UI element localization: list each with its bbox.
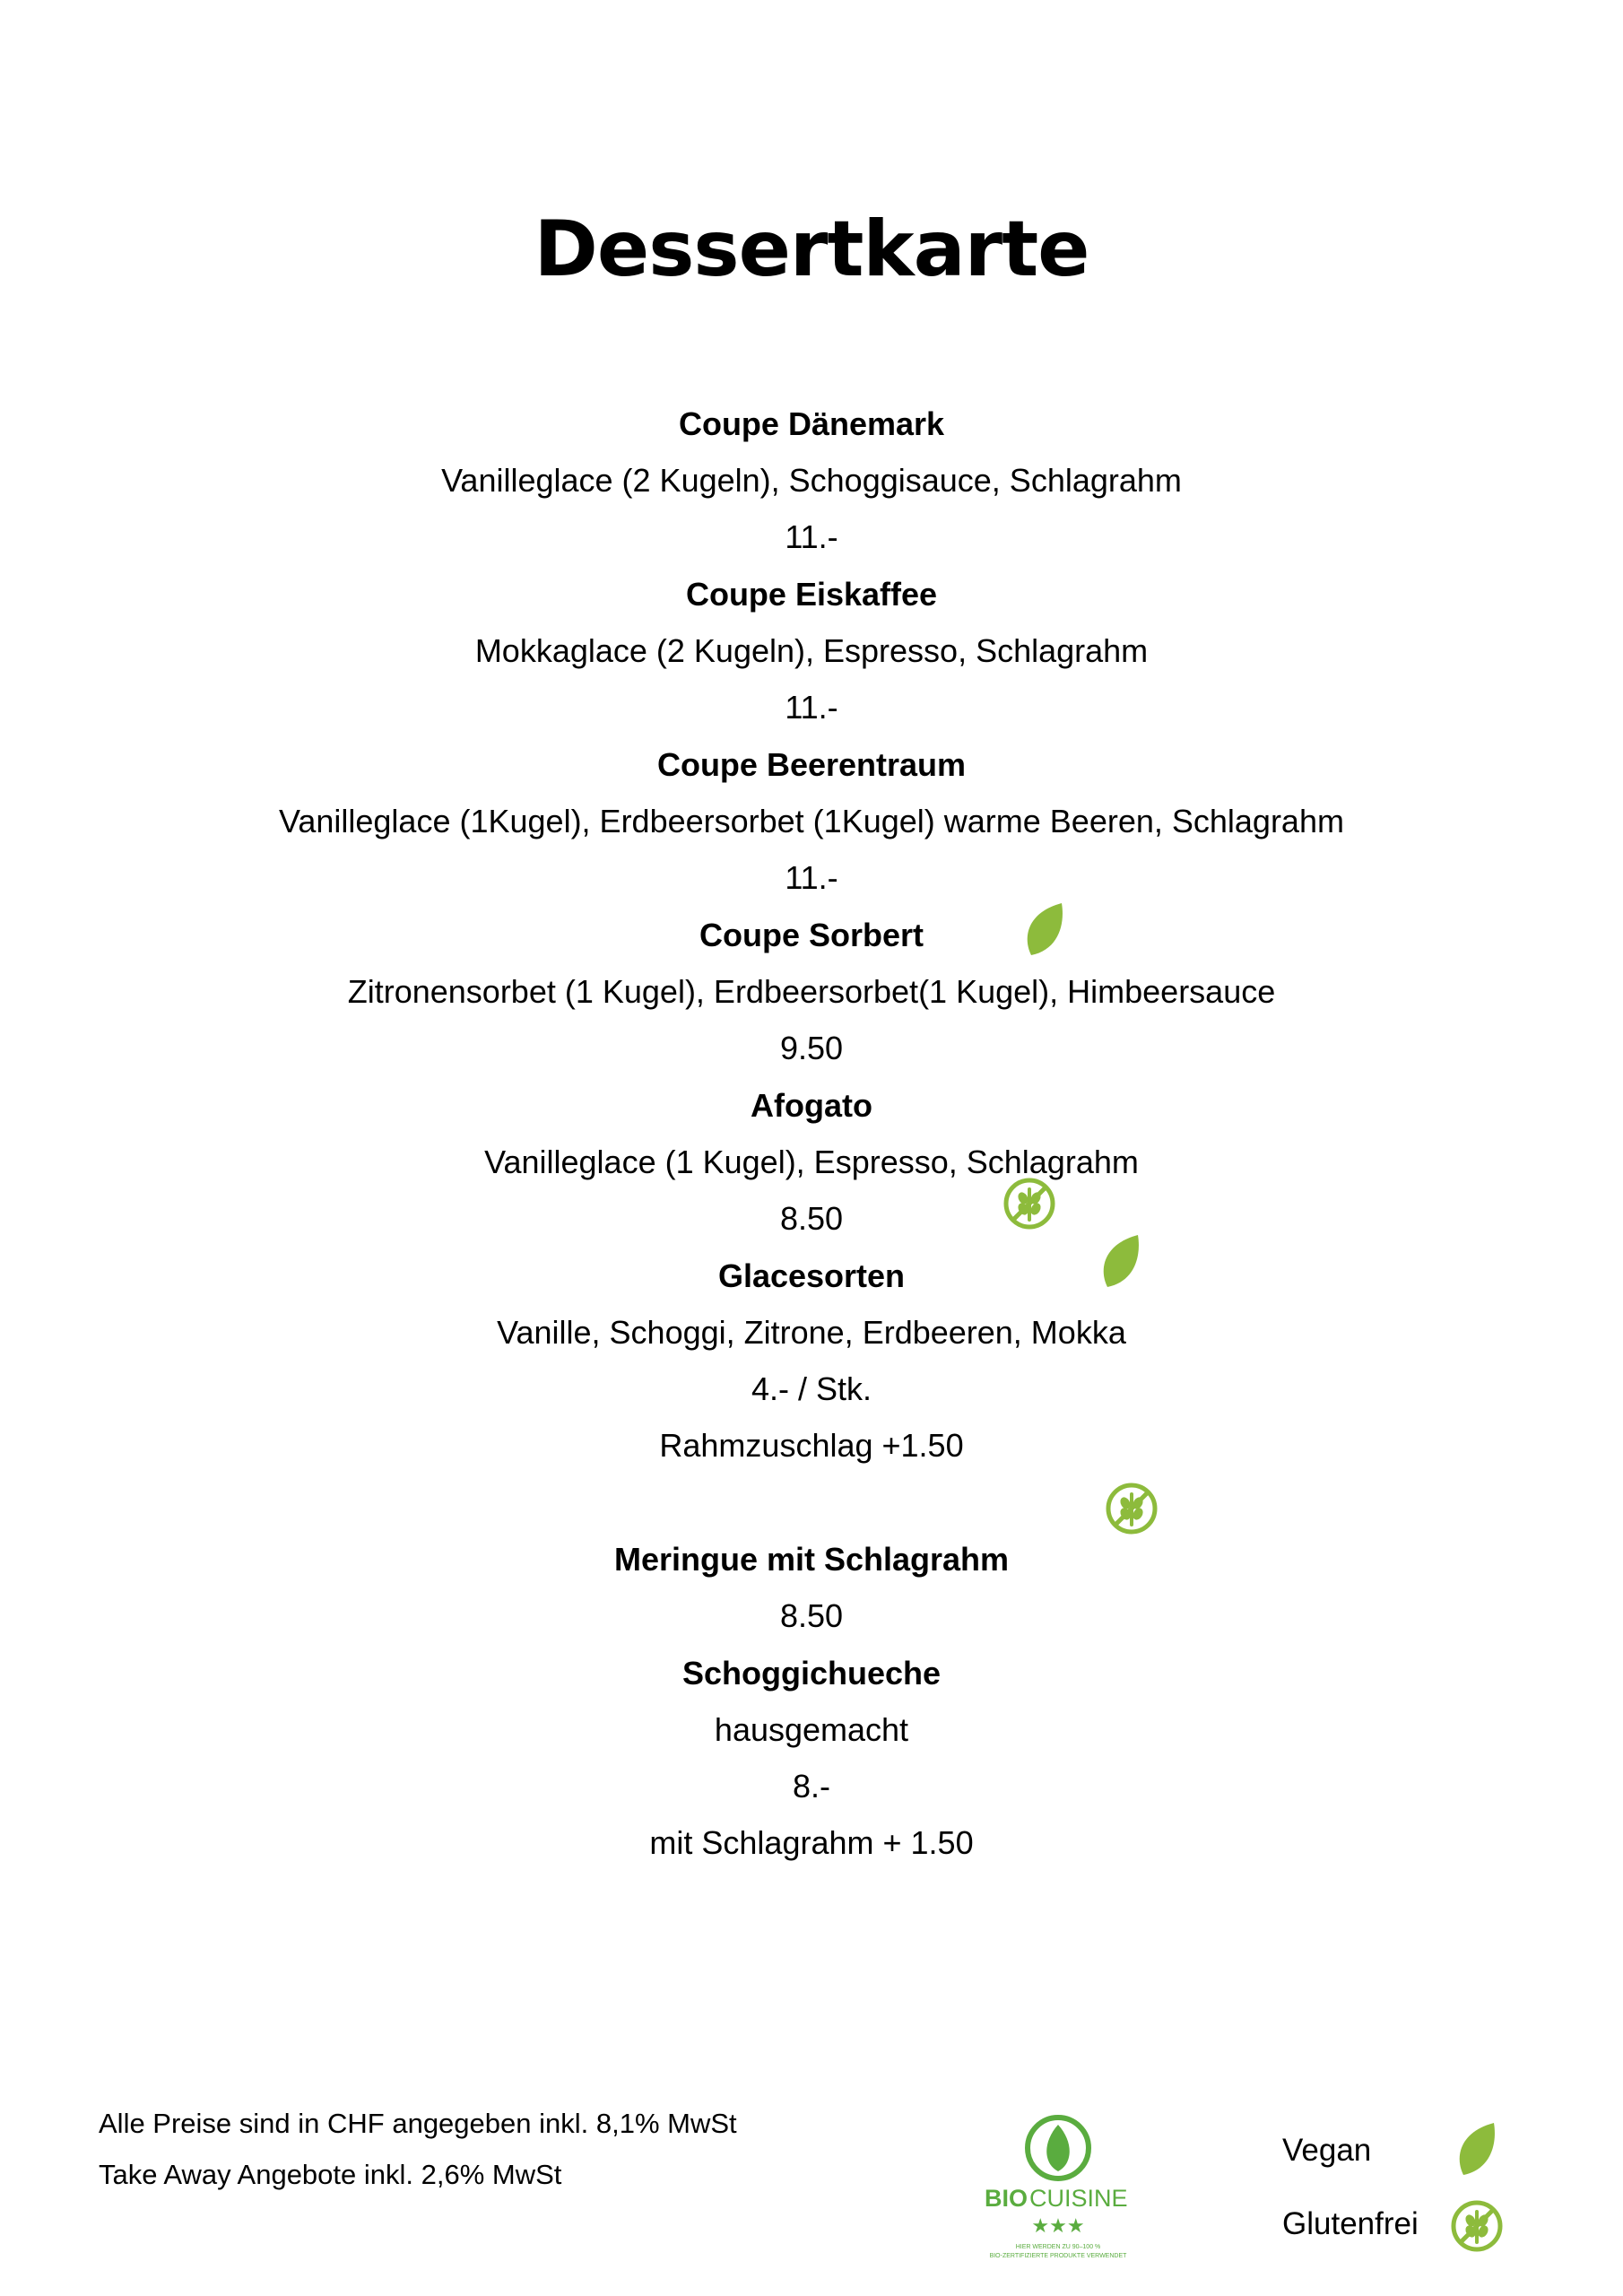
- leaf-icon: [1022, 901, 1065, 959]
- item-extra: Rahmzuschlag +1.50: [659, 1427, 964, 1464]
- leaf-icon: [1454, 2121, 1497, 2179]
- item-name: Coupe Beerentraum: [656, 746, 967, 783]
- gluten-free-icon: [1105, 1482, 1159, 1535]
- logo-stars: ★★★: [1031, 2215, 1085, 2238]
- item-description: Mokkaglace (2 Kugeln), Espresso, Schlagrahm: [474, 632, 1149, 669]
- takeaway-note: Take Away Angebote inkl. 2,6% MwSt: [99, 2159, 562, 2190]
- item-extra: mit Schlagrahm + 1.50: [649, 1824, 974, 1861]
- item-price: 8.50: [779, 1200, 844, 1237]
- item-price: 11.-: [785, 689, 838, 726]
- item-price: 8.-: [792, 1768, 830, 1805]
- logo-cuisine-text: CUISINE: [1029, 2185, 1128, 2212]
- legend-vegan-label: Vegan: [1282, 2133, 1372, 2168]
- item-name: Glacesorten: [717, 1257, 906, 1294]
- item-description: Vanilleglace (1 Kugel), Espresso, Schlagrahm: [484, 1144, 1139, 1180]
- gluten-free-icon: [1450, 2199, 1504, 2253]
- item-price: 8.50: [779, 1597, 844, 1634]
- bio-cuisine-logo: [968, 2112, 1148, 2265]
- item-description: Vanilleglace (1Kugel), Erdbeersorbet (1Kugel) warme Beeren, Schlagrahm: [279, 803, 1344, 839]
- item-description: Zitronensorbet (1 Kugel), Erdbeersorbet(1 Kugel), Himbeersauce: [347, 973, 1276, 1010]
- item-price: 11.-: [785, 518, 838, 555]
- logo-bio-text: BIO: [985, 2185, 1028, 2212]
- item-description: hausgemacht: [714, 1711, 909, 1748]
- item-name: Afogato: [751, 1087, 872, 1124]
- gluten-free-icon: [1002, 1177, 1056, 1231]
- leaf-icon: [1098, 1233, 1141, 1291]
- item-price: 9.50: [779, 1030, 844, 1066]
- item-price: 4.- / Stk.: [751, 1370, 872, 1407]
- price-note: Alle Preise sind in CHF angegeben inkl. 8,1% MwSt: [99, 2108, 737, 2139]
- legend-glutenfree-label: Glutenfrei: [1282, 2206, 1419, 2241]
- item-price: 11.-: [785, 859, 838, 896]
- item-name: Coupe Dänemark: [678, 405, 945, 442]
- page-title: Dessertkarte: [534, 204, 1089, 294]
- item-name: Meringue mit Schlagrahm: [613, 1541, 1010, 1578]
- item-name: Coupe Eiskaffee: [685, 576, 938, 613]
- item-description: Vanilleglace (2 Kugeln), Schoggisauce, Schlagrahm: [441, 462, 1182, 499]
- item-name: Schoggichueche: [681, 1655, 942, 1692]
- logo-small-text-2: BIO-ZERTIFIZIERTE PRODUKTE VERWENDET: [989, 2253, 1127, 2259]
- item-description: Vanille, Schoggi, Zitrone, Erdbeeren, Mokka: [497, 1314, 1126, 1351]
- item-name: Coupe Sorbert: [699, 917, 924, 953]
- logo-small-text-1: HIER WERDEN ZU 90–100 %: [1015, 2244, 1101, 2250]
